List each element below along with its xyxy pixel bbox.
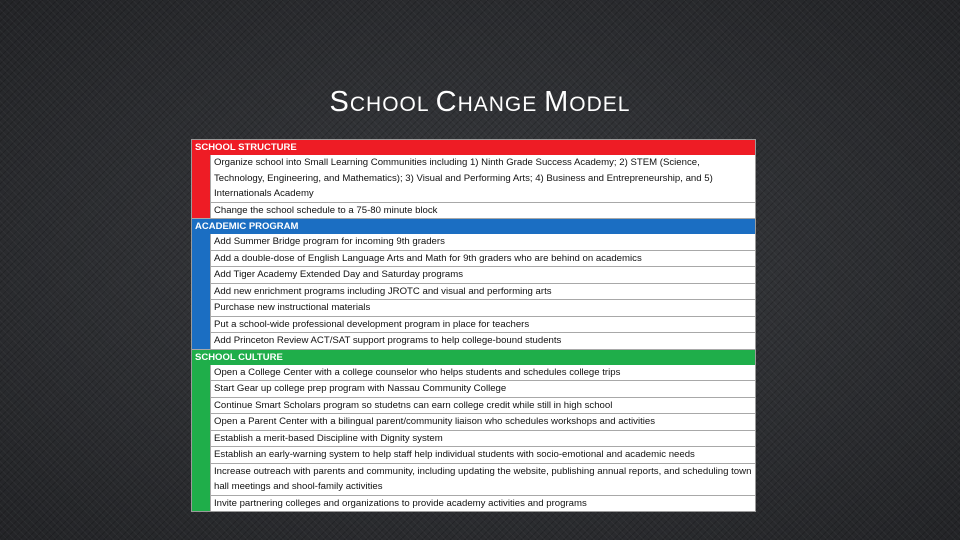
title-word: CHOOL — [349, 93, 436, 116]
title-word: ODEL — [569, 93, 631, 116]
table-row: Open a College Center with a college counselor who helps students and schedules college trips — [210, 365, 755, 382]
table-row: Organize school into Small Learning Communities including 1) Ninth Grade Success Academy; 2) STEM (Science, Technology, Engineering, and Mathematics); 3) Visual and Performing Arts; 4) Business and Entrepreneurship, and 5) Internationals Academy — [210, 155, 755, 203]
section-header-structure: SCHOOL STRUCTURE — [192, 140, 755, 155]
table-row: Establish a merit-based Discipline with Dignity system — [210, 431, 755, 448]
table-row: Purchase new instructional materials — [210, 300, 755, 317]
section-color-bar — [192, 234, 210, 349]
table-row: Add Princeton Review ACT/SAT support programs to help college-bound students — [210, 333, 755, 349]
table-row: Add Tiger Academy Extended Day and Saturday programs — [210, 267, 755, 284]
section-color-bar — [192, 365, 210, 512]
table-row: Establish an early-warning system to help staff help individual students with socio-emotional and academic needs — [210, 447, 755, 464]
table-row: Increase outreach with parents and community, including updating the website, publishing annual reports, and scheduling town hall meetings and shool-family activities — [210, 464, 755, 496]
section-header-academic: ACADEMIC PROGRAM — [192, 219, 755, 234]
table-row: Open a Parent Center with a bilingual parent/community liaison who schedules workshops and activities — [210, 414, 755, 431]
table-row: Continue Smart Scholars program so studetns can earn college credit while still in high school — [210, 398, 755, 415]
table-row: Add Summer Bridge program for incoming 9th graders — [210, 234, 755, 251]
section-header-culture: SCHOOL CULTURE — [192, 350, 755, 365]
section-school-structure — [192, 140, 755, 219]
table-row: Invite partnering colleges and organizations to provide academy activities and programs — [210, 496, 755, 512]
table-row: Add a double-dose of English Language Arts and Math for 9th graders who are behind on academics — [210, 251, 755, 268]
table-row: Put a school-wide professional development program in place for teachers — [210, 317, 755, 334]
section-academic-program — [192, 219, 755, 350]
title-letter: C — [435, 86, 458, 118]
title-letter: M — [544, 86, 570, 118]
table-row: Add new enrichment programs including JROTC and visual and performing arts — [210, 284, 755, 301]
slide-title — [0, 86, 960, 119]
table-row: Start Gear up college prep program with Nassau Community College — [210, 381, 755, 398]
title-letter: S — [329, 86, 350, 118]
title-word: HANGE — [457, 93, 545, 116]
section-school-culture — [192, 350, 755, 512]
section-color-bar — [192, 155, 210, 218]
change-model-table — [191, 139, 756, 512]
table-row: Change the school schedule to a 75-80 minute block — [210, 203, 755, 219]
